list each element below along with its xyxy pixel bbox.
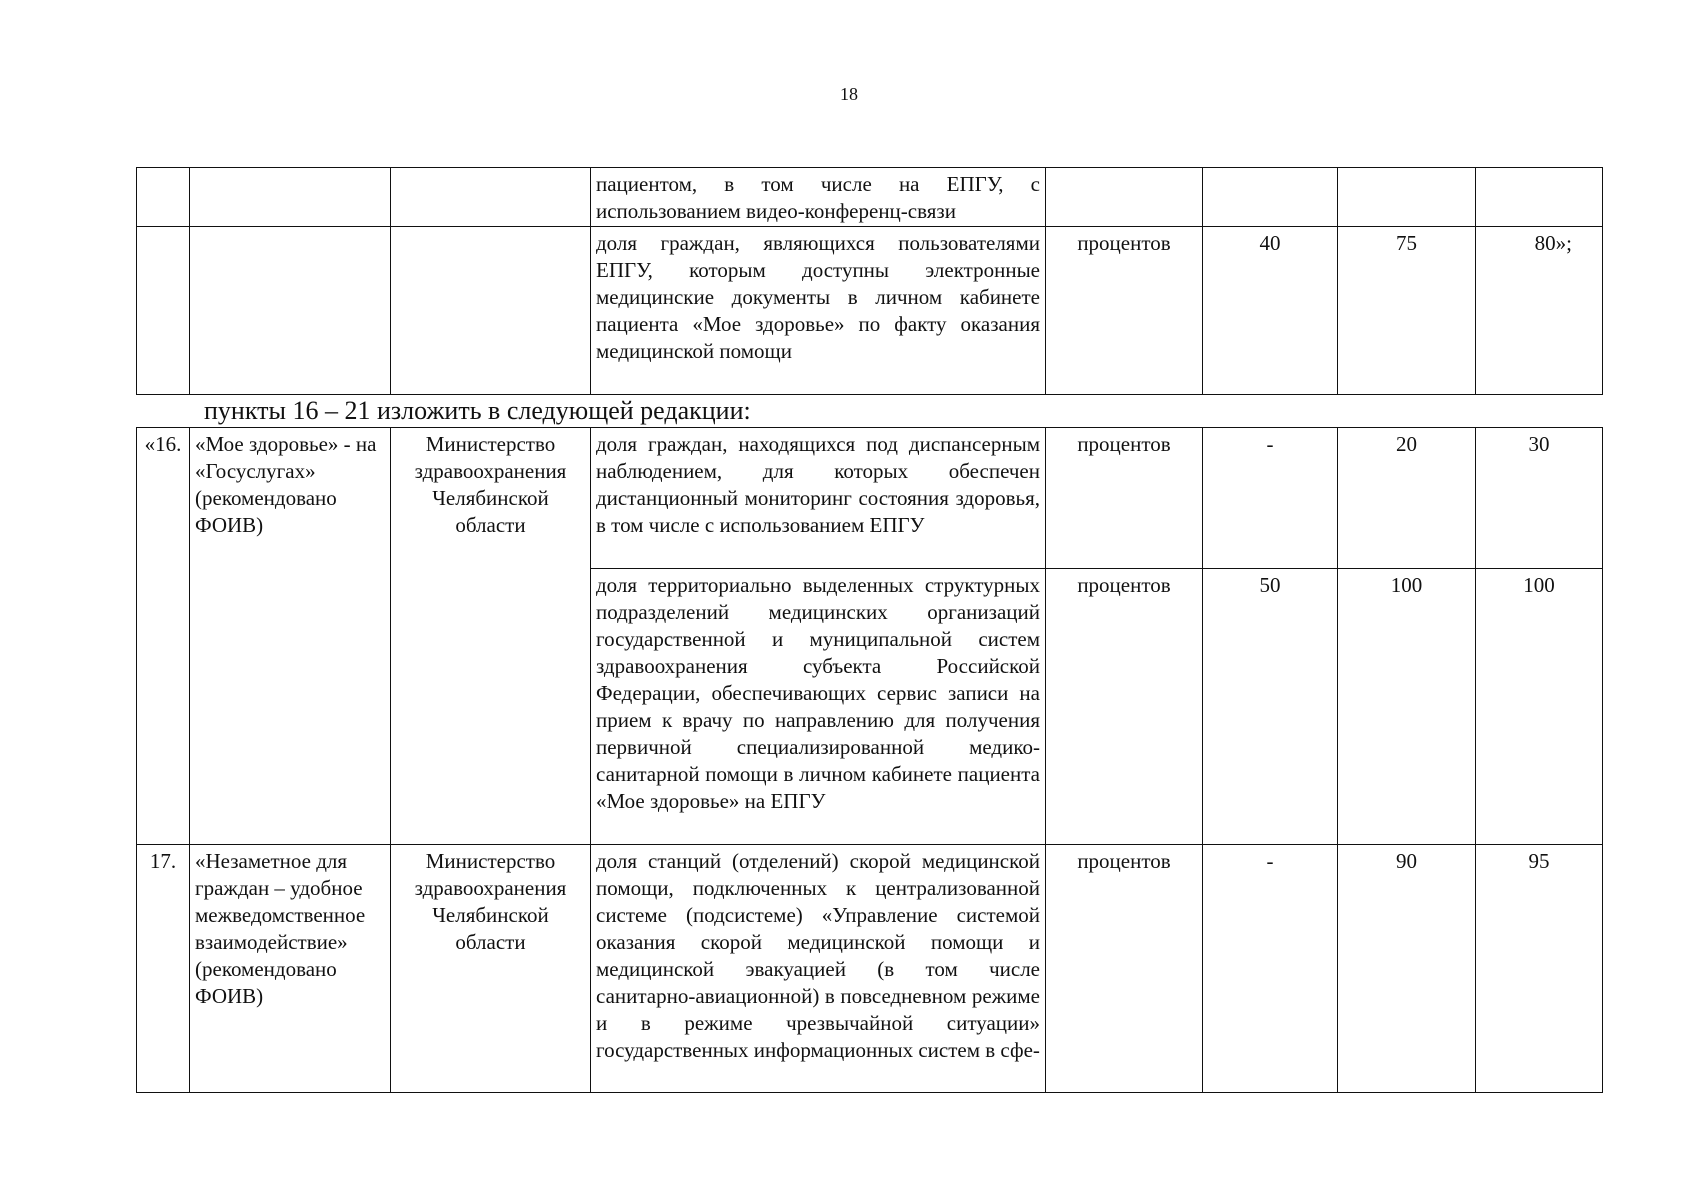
table-row — [137, 428, 1603, 569]
cell-value-3: 95 — [1476, 845, 1603, 1093]
cell-name: «Незаметное для граждан – удобное межведомственное взаимодействие» (рекомендовано ФОИВ) — [190, 845, 391, 1093]
cell-org — [391, 227, 591, 395]
cell-name — [190, 227, 391, 395]
cell-unit: процентов — [1046, 569, 1203, 845]
cell-indicator-text: доля территориально выделенных структурных подразделений медицинских организаций государственной и муниципальной систем здравоохранения субъекта Российской Федерации, обеспечивающих сервис записи на прием к врачу по направлению для получения первичной специализированной медико-санитарной помощи в личном кабинете пациента «Мое здоровье» на ЕПГУ — [591, 569, 1046, 845]
cell-value-1: - — [1203, 845, 1338, 1093]
cell-number — [137, 168, 190, 227]
cell-indicator-text: доля граждан, являющихся пользователями ЕПГУ, которым доступны электронные медицинские документы в личном кабинете пациента «Мое здоровье» по факту оказания медицинской помощи — [591, 227, 1046, 395]
cell-value-3: 80»; — [1476, 227, 1603, 395]
page-number: 18 — [840, 84, 858, 104]
cell-value-1 — [1203, 168, 1338, 227]
amendment-instruction: пункты 16 – 21 изложить в следующей редакции: — [204, 396, 751, 425]
cell-unit: процентов — [1046, 428, 1203, 569]
cell-number: «16. — [137, 428, 190, 845]
continued-indicators-table — [136, 167, 1603, 395]
cell-value-2: 90 — [1338, 845, 1476, 1093]
cell-value-2: 75 — [1338, 227, 1476, 395]
cell-number: 17. — [137, 845, 190, 1093]
cell-value-1: 40 — [1203, 227, 1338, 395]
cell-number — [137, 227, 190, 395]
cell-value-3 — [1476, 168, 1603, 227]
cell-value-2 — [1338, 168, 1476, 227]
cell-org: Министерство здравоохранения Челябинской области — [391, 845, 591, 1093]
cell-indicator-text: доля граждан, находящихся под диспансерным наблюдением, для которых обеспечен дистанционный мониторинг состояния здоровья, в том числе с использованием ЕПГУ — [591, 428, 1046, 569]
cell-unit: процентов — [1046, 845, 1203, 1093]
cell-org — [391, 168, 591, 227]
cell-org: Министерство здравоохранения Челябинской области — [391, 428, 591, 845]
cell-value-3: 100 — [1476, 569, 1603, 845]
cell-unit — [1046, 168, 1203, 227]
table-row — [137, 845, 1603, 1093]
cell-value-3: 30 — [1476, 428, 1603, 569]
cell-unit: процентов — [1046, 227, 1203, 395]
cell-indicator-text: доля станций (отделений) скорой медицинской помощи, подключенных к централизованной системе (подсистеме) «Управление системой оказания скорой медицинской помощи и медицинской эвакуацией (в том числе санитарно-авиационной) в повседневном режиме и в режиме чрезвычайной ситуации» государственных информационных систем в сфе- — [591, 845, 1046, 1093]
cell-value-2: 100 — [1338, 569, 1476, 845]
cell-value-2: 20 — [1338, 428, 1476, 569]
cell-value-1: 50 — [1203, 569, 1338, 845]
cell-name — [190, 168, 391, 227]
table-row — [137, 168, 1603, 227]
table-row — [137, 227, 1603, 395]
cell-value-1: - — [1203, 428, 1338, 569]
cell-indicator-text: пациентом, в том числе на ЕПГУ, с использованием видео-конференц-связи — [591, 168, 1046, 227]
main-indicators-table — [136, 427, 1603, 1093]
cell-name: «Мое здоровье» - на «Госуслугах» (рекомендовано ФОИВ) — [190, 428, 391, 845]
